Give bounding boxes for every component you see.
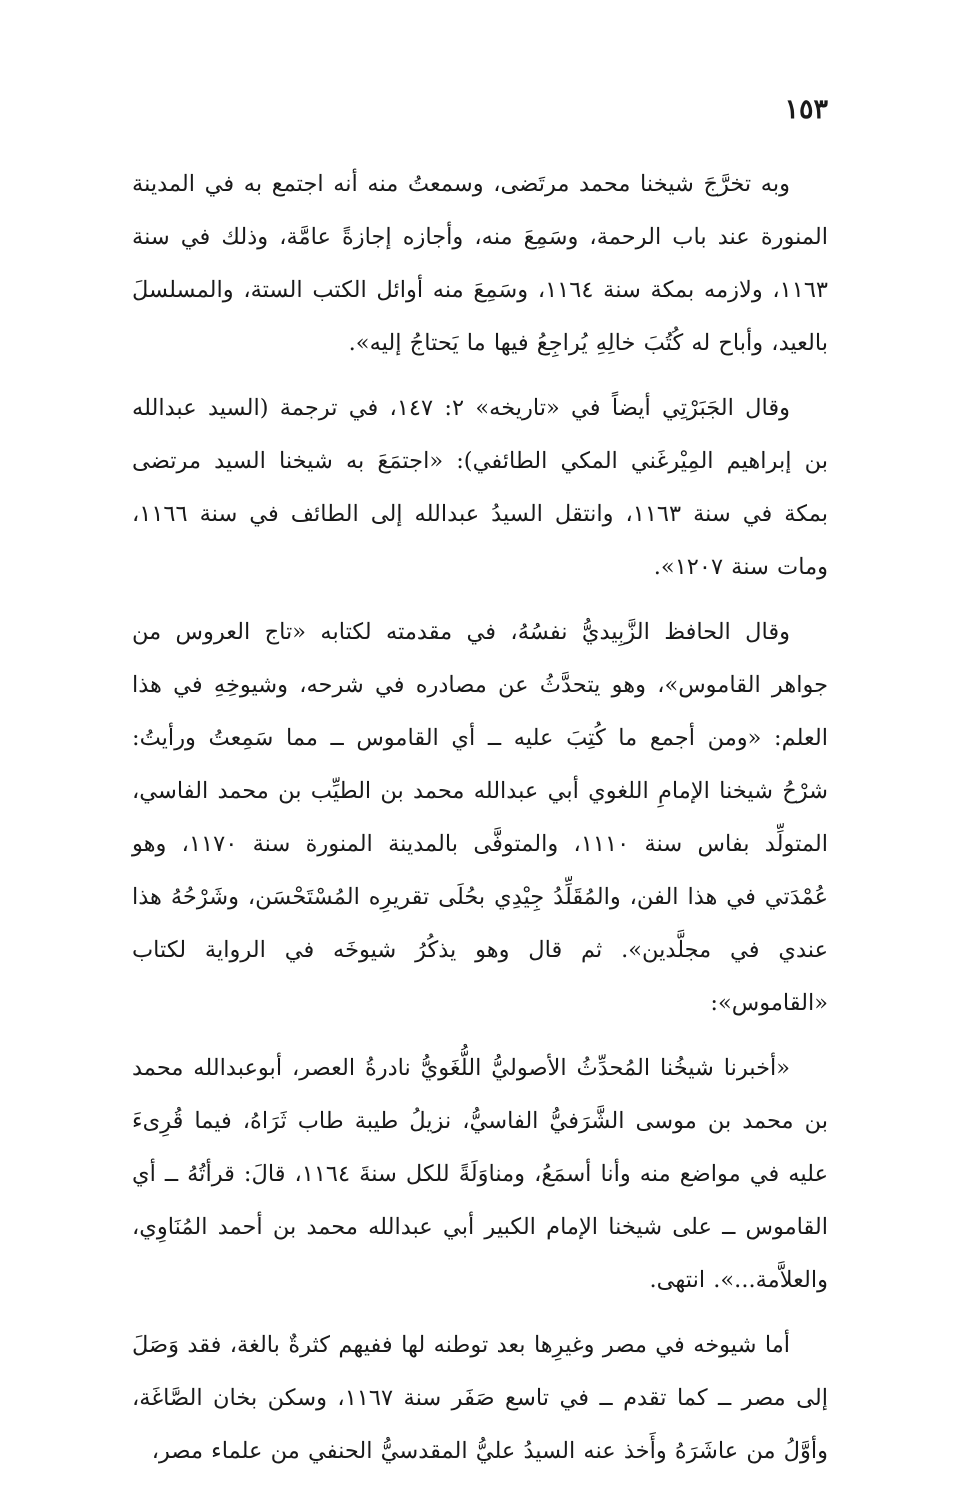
paragraph-3: وقال الحافظ الزَّبِيديُّ نفسُهُ، في مقدمته لكتابه «تاج العروس من جواهر القاموس»، وهو يتحدَّثُ عن مصادره في شرحه، وشيوخِهِ في هذا العلم: «ومن أجمع ما كُتِبَ عليه ــ أي القاموس ــ مما سَمِعتُ ورأيتُ: شرْحُ شيخنا الإمامِ اللغوي أبي عبدالله محمد بن الطيِّب بن محمد الفاسي، المتولِّد بفاس سنة ١١١٠، والمتوفَّى بالمدينة المنورة سنة ١١٧٠، وهو عُمْدَتي في هذا الفن، والمُقَلِّدُ جِيْدِي بحُلَى تقريرِه المُسْتَحْسَن، وشَرْحُهُ هذا عندي في مجلَّدين». ثم قال وهو يذكُرُ شيوخَه في الرواية لكتاب «القاموس»: <box>132 619 828 1016</box>
page-number: ١٥٣ <box>784 94 828 125</box>
paragraph-5: أما شيوخه في مصر وغيرِها بعد توطنه لها ففيهم كثرةٌ بالغة، فقد وَصَلَ إلى مصر ــ كما تقدم ــ في تاسع صَفَر سنة ١١٦٧، وسكن بخان الصَّاغَة، وأوَّلُ من عاشَرَهُ وأَخذ عنه السيدُ عليُّ المقدسيُّ الحنفي من علماء مصر، <box>132 1332 828 1464</box>
paragraph-1: وبه تخرَّجَ شيخنا محمد مرتَضى، وسمعتُ منه أنه اجتمع به في المدينة المنورة عند باب الرحمة، وسَمِعَ منه، وأجازه إجازةً عامَّة، وذلك في سنة ١١٦٣، ولازمه بمكة سنة ١١٦٤، وسَمِعَ منه أوائل الكتب الستة، والمسلسلَ بالعيد، وأباح له كُتُبَ خالِهِ يُراجِعُ فيها ما يَحتاجُ إليه». <box>132 171 828 356</box>
paragraph-2: وقال الجَبَرْتِي أيضاً في «تاريخه» ٢: ١٤٧، في ترجمة (السيد عبدالله بن إبراهيم المِيْرغَني المكي الطائفي): «اجتمَعَ به شيخنا السيد مرتضى بمكة في سنة ١١٦٣، وانتقل السيدُ عبدالله إلى الطائف في سنة ١١٦٦، ومات سنة ١٢٠٧». <box>132 395 828 580</box>
body-text <box>132 158 828 1490</box>
paragraph-4: «أخبرنا شيخُنا المُحدِّثُ الأصوليُّ اللُّغَويُّ نادرةُ العصر، أبوعبدالله محمد بن محمد بن موسى الشَّرَفيُّ الفاسيُّ، نزيلُ طيبة طاب ثَرَاهُ، فيما قُرِىءَ عليه في مواضع منه وأنا أسمَعُ، ومناوَلَةً للكل سنةَ ١١٦٤، قالَ: قرأتُهُ ــ أي القاموس ــ على شيخنا الإمام الكبير أبي عبدالله محمد بن أحمد المُنَاوِي، والعلاَّمة...». انتهى. <box>132 1055 829 1293</box>
